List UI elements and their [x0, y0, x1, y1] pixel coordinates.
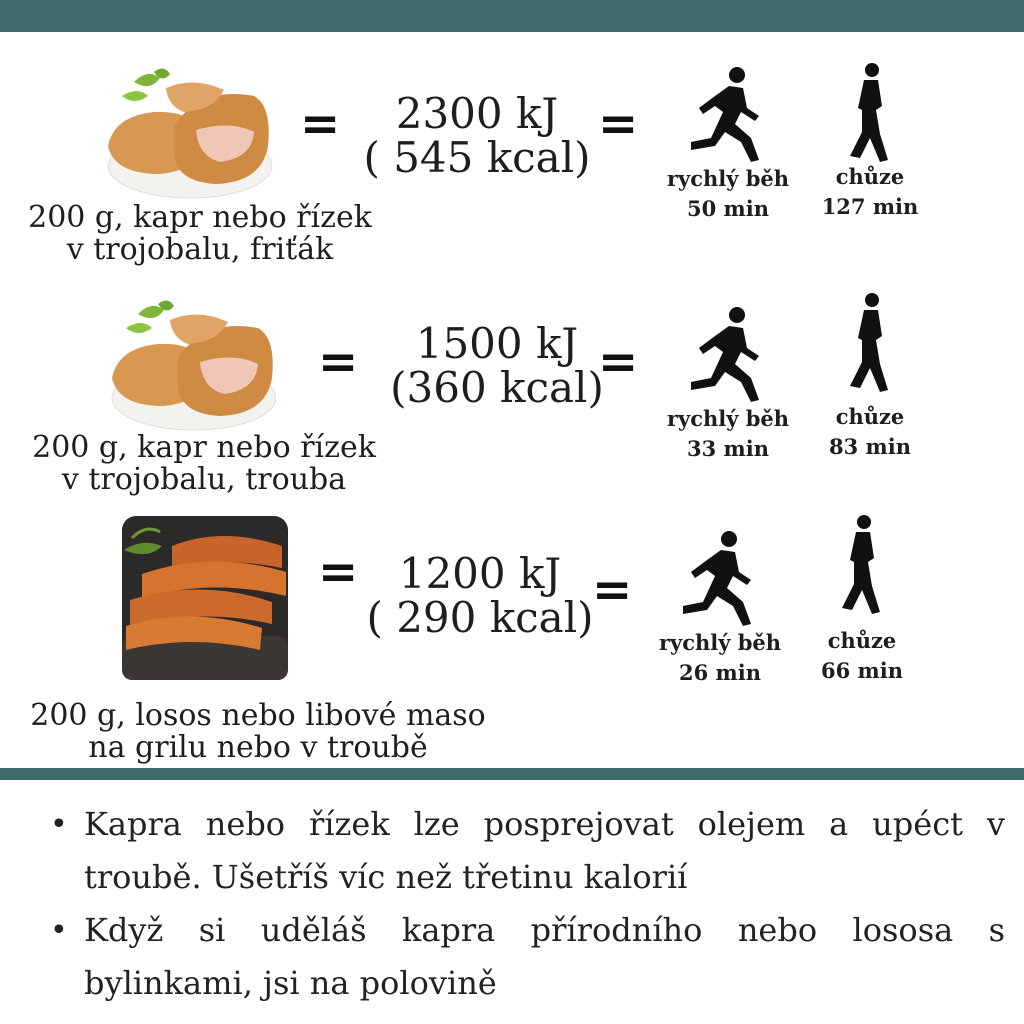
run-time: 50 min [686, 196, 769, 221]
run-label: rychlý běh [658, 630, 782, 655]
energy-value [352, 89, 602, 182]
fried-fish-plate-image [104, 66, 272, 200]
walk-time: 83 min [828, 434, 911, 459]
walker-icon [846, 292, 890, 398]
activity-run [642, 628, 798, 688]
runner-icon [677, 530, 761, 632]
equals-sign: = [598, 96, 639, 152]
equals-sign: = [318, 544, 359, 600]
activity-walk [812, 162, 928, 222]
walk-label: chůze [835, 404, 905, 429]
energy-kj: 1200 kJ [398, 549, 562, 598]
equals-sign: = [598, 334, 639, 390]
tip-item [40, 798, 1005, 904]
caption-line1: 200 g, kapr nebo řízek [32, 430, 376, 465]
caption-line2: v trojobalu, trouba [61, 462, 347, 497]
bullet-icon: • [50, 913, 68, 948]
energy-kcal: ( 290 kcal) [366, 593, 594, 642]
activity-run [650, 404, 806, 464]
runner-icon [685, 66, 769, 168]
caption-line1: 200 g, losos nebo libové maso [30, 698, 486, 733]
run-label: rychlý běh [666, 406, 790, 431]
equals-sign: = [318, 334, 359, 390]
walker-icon [846, 62, 890, 168]
equals-sign: = [300, 96, 341, 152]
food-caption [20, 202, 380, 266]
run-time: 26 min [678, 660, 761, 685]
tip-item [40, 904, 1005, 1010]
run-time: 33 min [686, 436, 769, 461]
walk-time: 127 min [821, 194, 919, 219]
tip-text: Když si uděláš kapra přírodního nebo lososa s bylinkami, jsi na polovině [84, 911, 1005, 1002]
tip-text: Kapra nebo řízek lze posprejovat olejem a upéct v troubě. Ušetříš víc než třetinu kalorií [84, 805, 1005, 896]
energy-kj: 1500 kJ [415, 319, 579, 368]
grilled-salmon-image [122, 516, 288, 680]
energy-kcal: ( 545 kcal) [363, 133, 591, 182]
bullet-icon: • [50, 807, 68, 842]
energy-value [372, 319, 622, 412]
energy-value [355, 549, 605, 642]
caption-line2: na grilu nebo v troubě [88, 730, 428, 765]
energy-kj: 2300 kJ [395, 89, 559, 138]
top-band [0, 0, 1024, 32]
walker-icon [838, 514, 882, 620]
equals-sign: = [592, 562, 633, 618]
tips-list [40, 798, 1005, 1010]
food-caption [24, 432, 384, 496]
energy-kcal: (360 kcal) [390, 363, 604, 412]
activity-walk [804, 626, 920, 686]
walk-label: chůze [827, 628, 897, 653]
fried-fish-plate-image [108, 298, 276, 432]
run-label: rychlý běh [666, 166, 790, 191]
divider-band [0, 768, 1024, 780]
activity-run [650, 164, 806, 224]
walk-label: chůze [835, 164, 905, 189]
caption-line1: 200 g, kapr nebo řízek [28, 200, 372, 235]
food-caption [18, 700, 498, 764]
runner-icon [685, 306, 769, 408]
activity-walk [812, 402, 928, 462]
caption-line2: v trojobalu, friťák [66, 232, 334, 267]
walk-time: 66 min [820, 658, 903, 683]
